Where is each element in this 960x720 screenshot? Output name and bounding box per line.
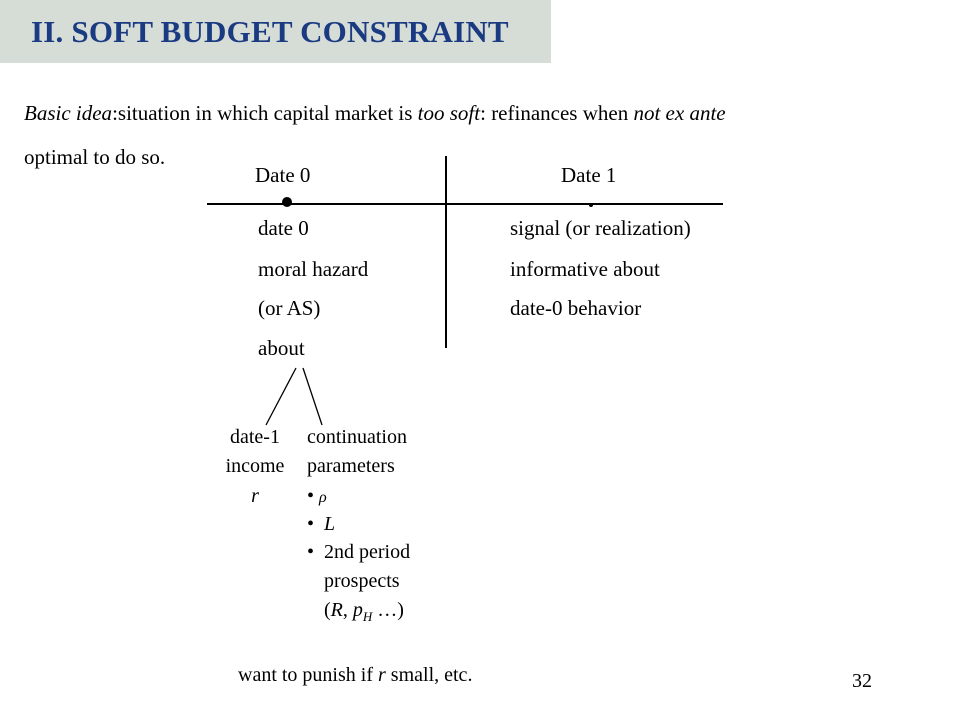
intro-line-2: optimal to do so. [24,145,166,169]
not-ex-ante-term: not ex ante [633,101,726,125]
right-line-3: date-0 behavior [510,296,642,320]
bullet-rho: • ρ [307,485,327,507]
prospects-params: (R, $p_H$ …) [324,599,404,624]
left-line-1: date 0 [258,216,309,240]
income-line-1: date-1 [230,426,280,448]
intro-text-a: :situation in which capital market is [112,101,418,125]
income-line-2: income [225,455,285,477]
bullet-2nd-period: • 2nd period [307,541,411,563]
rho-symbol: ρ [319,489,327,506]
left-line-2: moral hazard [258,257,369,281]
intro-text-b: : refinances when [480,101,634,125]
branch-left [266,368,296,425]
left-line-4: about [258,336,305,360]
right-line-1: signal (or realization) [510,216,691,240]
slide-title: II. SOFT BUDGET CONSTRAINT [31,14,509,49]
prospects-text: prospects [324,570,400,592]
date-0-label: Date 0 [255,163,311,187]
basic-idea-label: Basic idea [24,101,113,125]
l-symbol: L [324,513,336,535]
date-1-label: Date 1 [561,163,617,187]
left-line-3: (or AS) [258,296,321,320]
too-soft-term: too soft [417,101,481,125]
branch-right [303,368,322,425]
continuation-line-1: continuation [307,426,407,448]
continuation-line-2: parameters [307,455,395,477]
right-line-2: informative about [510,257,660,281]
page-number: 32 [852,670,872,692]
income-var-r: r [251,485,259,507]
footer-text: want to punish if r small, etc. [238,664,473,686]
bullet-l: • L [307,513,336,535]
second-period-text: 2nd period [324,541,411,563]
